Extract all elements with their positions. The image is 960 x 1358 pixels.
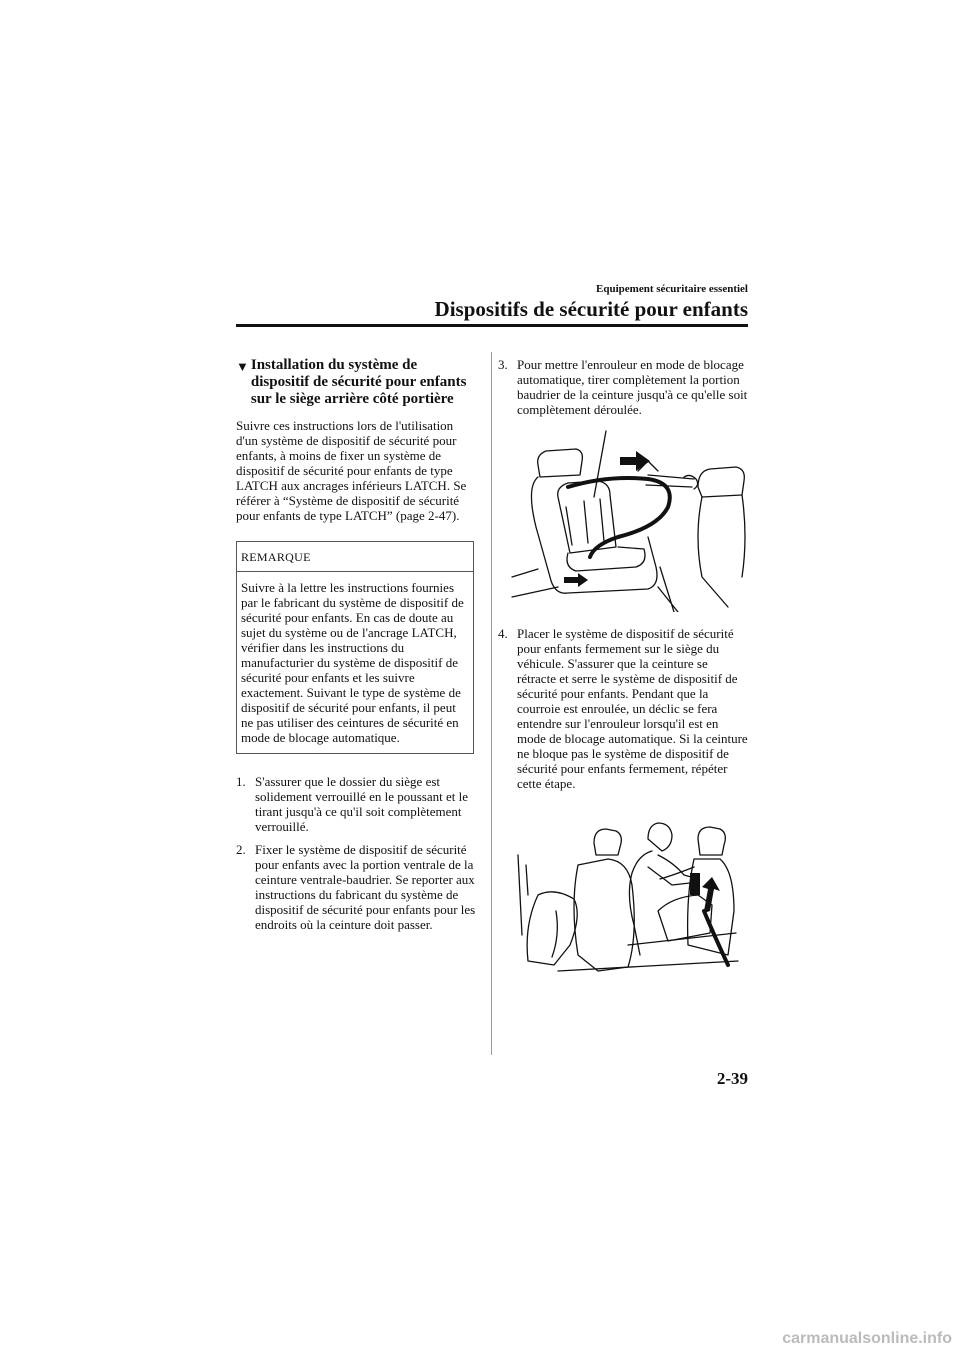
right-column	[498, 357, 748, 989]
step-number: 3.	[498, 357, 508, 372]
intro-paragraph: Suivre ces instructions lors de l'utilisation d'un système de dispositif de sécurité pour enfants, à moins de fixer un système de dispositif de sécurité pour enfants de type LATCH aux ancrages inférieurs LATCH. Se référer à “Système de dispositif de sécurité pour enfants de type LATCH” (page 2-47).	[236, 418, 467, 523]
step-text: S'assurer que le dossier du siège est solidement verrouillé en le poussant et le tirant jusqu'à ce qu'il soit complètement verrouillé.	[255, 774, 468, 834]
step-item	[498, 626, 748, 791]
running-header-section: Equipement sécuritaire essentiel	[596, 283, 748, 295]
step-text: Placer le système de dispositif de sécurité pour enfants fermement sur le siège du véhicule. S'assurer que la ceinture se rétracte et serre le système de dispositif de sécurité pour enfants. Pendant que la courroie est enroulée, un déclic se fera entendre sur l'enrouleur lorsqu'il est en mode de blocage automatique. Si la ceinture ne bloque pas le système de dispositif de sécurité pour enfants fermement, répéter cette étape.	[517, 626, 748, 791]
note-label: REMARQUE	[237, 542, 473, 572]
column-divider	[491, 352, 492, 1055]
step-number: 1.	[236, 774, 246, 789]
page-number: 2-39	[716, 1069, 748, 1088]
step-text: Fixer le système de dispositif de sécurité pour enfants avec la portion ventrale de la ceinture ventrale-baudrier. Se reporter aux instructions du fabricant du système de dispositif de sécurité pour enfants pour les endroits où la ceinture doit passer.	[255, 842, 476, 932]
step-text: Pour mettre l'enrouleur en mode de blocage automatique, tirer complètement la portion baudrier de la ceinture jusqu'à ce qu'elle soit complètement déroulée.	[517, 357, 748, 417]
note-box	[236, 541, 474, 754]
steps-list-left	[236, 774, 476, 932]
section-heading-text: Installation du système de dispositif de sécurité pour enfants sur le siège arrière côté portière	[250, 357, 467, 407]
left-column	[236, 357, 476, 940]
watermark: carmanualsonline.info	[782, 1330, 952, 1347]
step-item	[498, 357, 748, 417]
running-header-title: Dispositifs de sécurité pour enfants	[434, 297, 748, 321]
step-number: 2.	[236, 842, 246, 857]
step-number: 4.	[498, 626, 508, 641]
note-text: Suivre à la lettre les instructions fournies par le fabricant du système de dispositif de sécurité pour enfants. En cas de doute au sujet du système ou de l'ancrage LATCH, vérifier dans les instructions du manufacturier du système de dispositif de sécurité pour enfants et les suivre exactement. Suivant le type de système de dispositif de sécurité pour enfants, il peut ne pas utiliser des ceintures de sécurité en mode de blocage automatique.	[241, 580, 464, 745]
triangle-marker-icon: ▼	[236, 359, 249, 374]
illustration-press-seat	[498, 815, 748, 975]
section-heading	[236, 357, 476, 408]
step-item	[236, 842, 476, 932]
step-item	[236, 774, 476, 834]
illustration-pull-belt	[498, 427, 748, 612]
header-rule	[236, 324, 748, 327]
